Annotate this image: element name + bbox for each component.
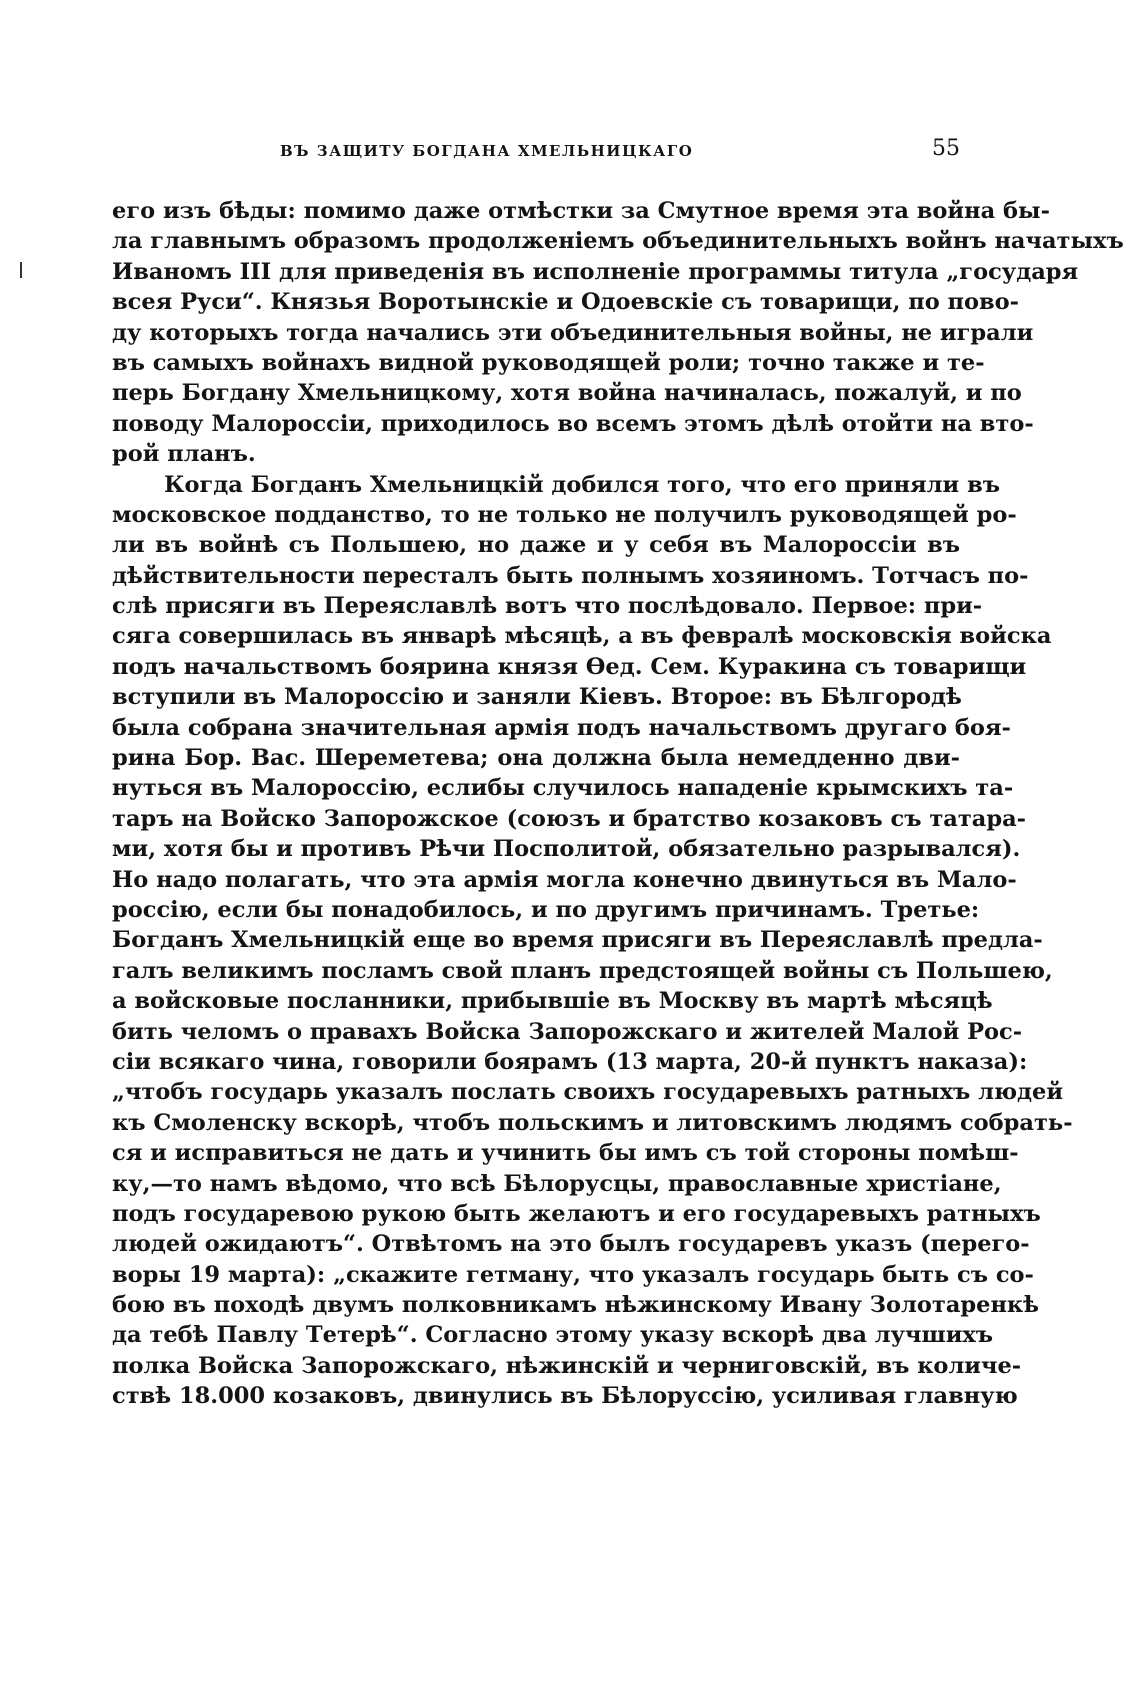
body-text	[112, 196, 1124, 1412]
text-line: Богданъ Хмельницкій еще во время присяги въ Переяславлѣ предла-	[112, 927, 1043, 954]
text-line: была собрана значительная армія подъ начальствомъ другаго боя-	[112, 714, 1011, 741]
text-line: нуться въ Малороссію, еслибы случилось нападеніе крымскихъ та-	[112, 775, 1014, 802]
text-line: подъ начальствомъ боярина князя Ѳед. Сем. Куракина съ товарищи	[112, 653, 1027, 680]
text-line: сяга совершилась въ январѣ мѣсяцѣ, а въ февралѣ московскія войска	[112, 623, 1052, 650]
text-line: ла главнымъ образомъ продолженіемъ объединительныхъ войнъ начатыхъ	[112, 228, 1124, 255]
text-line: а войсковые посланники, прибывшіе въ Москву въ мартѣ мѣсяцѣ	[112, 988, 993, 1015]
text-line: дѣйствительности пересталъ быть полнымъ хозяиномъ. Тотчасъ по-	[112, 562, 1029, 589]
text-line: бить челомъ о правахъ Войска Запорожскаго и жителей Малой Рос-	[112, 1018, 1023, 1045]
text-line: рина Бор. Вас. Шереметева; она должна была немедденно дви-	[112, 745, 960, 772]
text-line: Но надо полагать, что эта армія могла конечно двинуться въ Мало-	[112, 866, 1017, 893]
text-line: воры 19 марта): „скажите гетману, что указалъ государь быть съ со-	[112, 1261, 1034, 1288]
text-line: къ Смоленску вскорѣ, чтобъ польскимъ и литовскимъ людямъ собрать-	[112, 1109, 1073, 1136]
text-line: бою въ походѣ двумъ полковникамъ нѣжинскому Ивану Золотаренкѣ	[112, 1292, 1040, 1319]
text-line: ли въ войнѣ съ Польшею, но даже и у себя въ Малороссіи въ	[112, 532, 960, 559]
text-line: всея Руси“. Князья Воротынскіе и Одоевскіе съ товарищи, по пово-	[112, 289, 1019, 316]
text-line: рой планъ.	[112, 441, 256, 468]
running-title: ВЪ ЗАЩИТУ БОГДАНА ХМЕЛЬНИЦКАГО	[280, 142, 694, 160]
text-line: его изъ бѣды: помимо даже отмѣстки за Смутное время эта война бы-	[112, 198, 1050, 224]
text-line: слѣ присяги въ Переяславлѣ вотъ что послѣдовало. Первое: при-	[112, 593, 983, 620]
text-line: людей ожидаютъ“. Отвѣтомъ на это былъ государевъ указъ (перего-	[112, 1231, 1030, 1258]
text-line: ку,—то намъ вѣдомо, что всѣ Бѣлорусцы, православные христіане,	[112, 1170, 1002, 1197]
text-line: полка Войска Запорожскаго, нѣжинскій и черниговскій, въ количе-	[112, 1352, 1022, 1379]
text-line: Когда Богданъ Хмельницкій добился того, что его приняли въ	[164, 471, 1000, 498]
text-line: ся и исправиться не дать и учинить бы имъ съ той стороны помѣш-	[112, 1140, 1019, 1167]
page-number: 55	[932, 136, 960, 161]
text-line: ми, хотя бы и противъ Рѣчи Посполитой, обязательно разрывался).	[112, 836, 1021, 863]
text-line: Иваномъ III для приведенія въ исполненіе программы титула „государя	[112, 258, 1079, 285]
text-line: да тебѣ Павлу Тетерѣ“. Согласно этому указу вскорѣ два лучшихъ	[112, 1322, 994, 1349]
page-header	[110, 136, 960, 172]
text-line: таръ на Войско Запорожское (союзъ и братство козаковъ съ татара-	[112, 805, 1027, 832]
text-line: ствѣ 18.000 козаковъ, двинулись въ Бѣлоруссію, усиливая главную	[112, 1383, 1018, 1410]
text-line: перь Богдану Хмельницкому, хотя война начиналась, пожалуй, и по	[112, 380, 1022, 407]
text-line: сіи всякаго чина, говорили боярамъ (13 марта, 20-й пунктъ наказа):	[112, 1048, 1028, 1075]
text-line: россію, если бы понадобилось, и по другимъ причинамъ. Третье:	[112, 896, 980, 923]
text-line: въ самыхъ войнахъ видной руководящей роли; точно также и те-	[112, 349, 985, 376]
margin-mark	[20, 262, 22, 278]
text-line: вступили въ Малороссію и заняли Кіевъ. Второе: въ Бѣлгородѣ	[112, 684, 962, 711]
text-line: „чтобъ государь указалъ послать своихъ государевыхъ ратныхъ людей	[112, 1079, 1064, 1106]
text-line: галъ великимъ посламъ свой планъ предстоящей войны съ Польшею,	[112, 957, 1053, 984]
text-line: ду которыхъ тогда начались эти объединительныя войны, не играли	[112, 319, 1034, 346]
text-line: поводу Малороссіи, приходилось во всемъ этомъ дѣлѣ отойти на вто-	[112, 410, 1034, 437]
text-line: московское подданство, то не только не получилъ руководящей ро-	[112, 501, 1017, 528]
text-line: подъ государевою рукою быть желаютъ и его государевыхъ ратныхъ	[112, 1200, 1041, 1227]
